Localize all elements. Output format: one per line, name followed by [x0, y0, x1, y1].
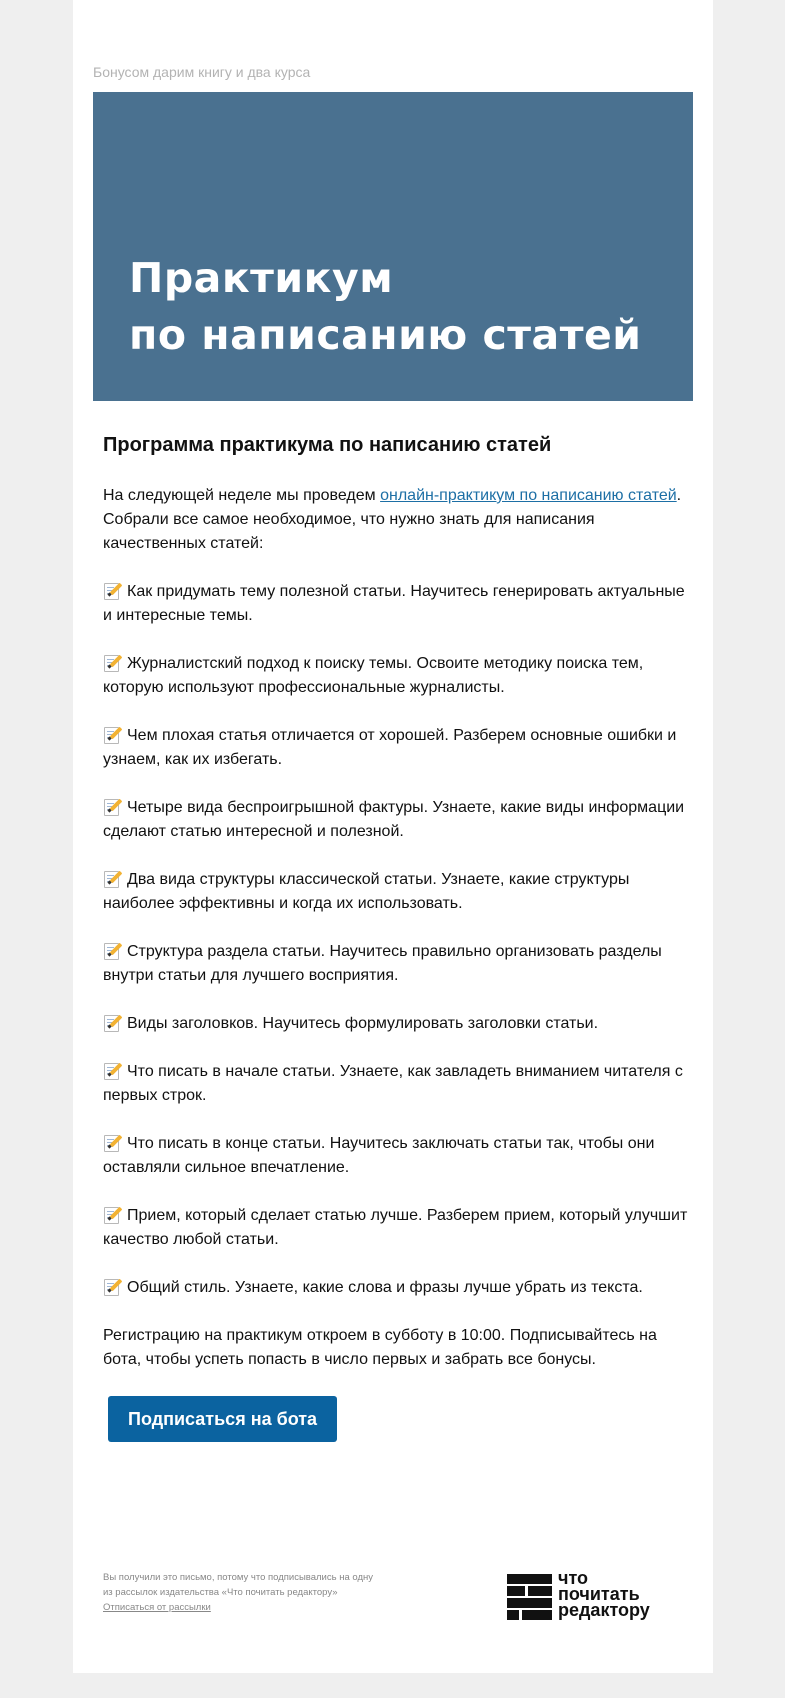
program-list-item-text: Чем плохая статья отличается от хорошей. Разберем основные ошибки и узнаем, как их избегать.: [103, 727, 677, 768]
program-list-item-text: Виды заголовков. Научитесь формулировать заголовки статьи.: [127, 1015, 599, 1032]
memo-icon: [103, 869, 121, 887]
program-list-item-text: Что писать в начале статьи. Узнаете, как завладеть вниманием читателя с первых строк.: [103, 1063, 683, 1104]
program-list-item: [103, 1276, 688, 1300]
program-list-item-text: Что писать в конце статьи. Научитесь заключать статьи так, чтобы они оставляли сильное впечатление.: [103, 1135, 655, 1176]
program-list: [103, 580, 688, 1300]
logo-mark-icon: [507, 1574, 552, 1620]
footer-notice: [103, 1570, 383, 1615]
program-list-item: [103, 796, 688, 844]
memo-icon: [103, 581, 121, 599]
publisher-logo: [507, 1568, 687, 1622]
banner-title: [129, 250, 642, 364]
program-list-item: [103, 1204, 688, 1252]
banner-title-line-2: по написанию статей: [129, 311, 642, 359]
program-list-item-text: Структура раздела статьи. Научитесь правильно организовать разделы внутри статьи для лучшего восприятия.: [103, 943, 662, 984]
memo-icon: [103, 1277, 121, 1295]
program-list-item-text: Два вида структуры классической статьи. Узнаете, какие структуры наиболее эффективны и когда их использовать.: [103, 871, 630, 912]
memo-icon: [103, 1205, 121, 1223]
logo-wordmark: [558, 1570, 650, 1618]
intro-text-before: На следующей неделе мы проведем: [103, 487, 381, 504]
program-list-item: [103, 868, 688, 916]
program-list-item-text: Общий стиль. Узнаете, какие слова и фразы лучше убрать из текста.: [127, 1279, 643, 1296]
program-list-item: [103, 724, 688, 772]
memo-icon: [103, 1133, 121, 1151]
program-list-item: [103, 940, 688, 988]
logo-line-1: что: [558, 1568, 589, 1588]
subscribe-bot-button[interactable]: Подписаться на бота: [108, 1396, 337, 1442]
program-list-item-text: Журналистский подход к поиску темы. Освоите методику поиска тем, которую используют профессиональные журналисты.: [103, 655, 644, 696]
footer-reason-text: Вы получили это письмо, потому что подписывались на одну из рассылок издательства «Что почитать редактору»: [103, 1572, 373, 1598]
memo-icon: [103, 653, 121, 671]
closing-paragraph: Регистрацию на практикум откроем в субботу в 10:00. Подписывайтесь на бота, чтобы успеть попасть в число первых и забрать все бонусы.: [103, 1327, 657, 1368]
section-heading: Программа практикума по написанию статей: [103, 434, 552, 456]
program-list-item: [103, 1132, 688, 1180]
intro-paragraph: [103, 484, 688, 556]
program-list-item-text: Прием, который сделает статью лучше. Разберем прием, который улучшит качество любой статьи.: [103, 1207, 688, 1248]
email-body: [73, 0, 713, 1673]
preheader-text: Бонусом дарим книгу и два курса: [93, 64, 311, 80]
intro-text-after: . Собрали все самое необходимое, что нужно знать для написания качественных статей:: [103, 487, 682, 552]
memo-icon: [103, 797, 121, 815]
memo-icon: [103, 1061, 121, 1079]
program-list-item: [103, 1060, 688, 1108]
memo-icon: [103, 1013, 121, 1031]
logo-line-2: почитать: [558, 1584, 640, 1604]
hero-banner: [93, 92, 693, 401]
program-list-item: [103, 1012, 688, 1036]
program-list-item: [103, 652, 688, 700]
logo-line-3: редактору: [558, 1600, 650, 1620]
memo-icon: [103, 941, 121, 959]
memo-icon: [103, 725, 121, 743]
banner-title-line-1: Практикум: [129, 254, 394, 302]
email-content: [103, 430, 688, 1442]
program-list-item: [103, 580, 688, 628]
practicum-link[interactable]: онлайн-практикум по написанию статей: [380, 487, 677, 504]
program-list-item-text: Четыре вида беспроигрышной фактуры. Узнаете, какие виды информации сделают статью интересной и полезной.: [103, 799, 685, 840]
unsubscribe-link[interactable]: Отписаться от рассылки: [103, 1602, 211, 1613]
program-list-item-text: Как придумать тему полезной статьи. Научитесь генерировать актуальные и интересные темы.: [103, 583, 685, 624]
